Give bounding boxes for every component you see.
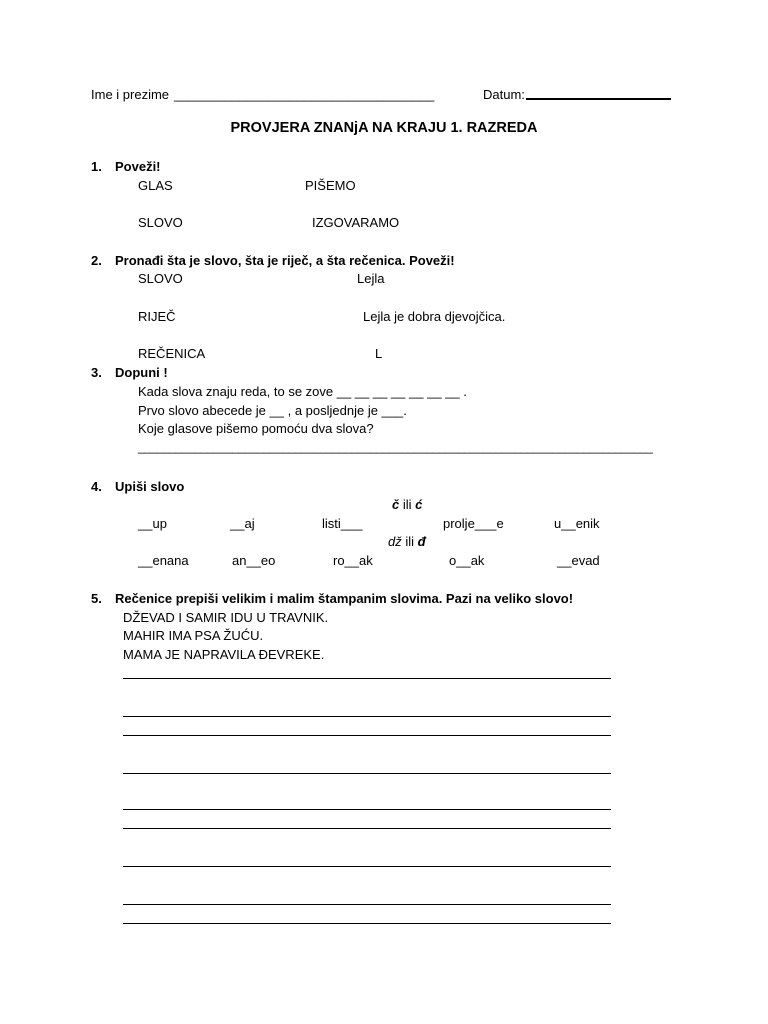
q1-left-item[interactable]: SLOVO [138,215,183,230]
date-label: Datum: [483,87,525,102]
q2-left-item[interactable]: RIJEČ [138,309,176,324]
name-label: Ime i prezime [91,87,170,102]
q5-sentence: MAMA JE NAPRAVILA ĐEVREKE. [123,647,325,662]
q2-right-item[interactable]: L [375,346,383,361]
q1-right-item[interactable]: IZGOVARAMO [312,215,400,230]
writing-line[interactable] [123,735,611,736]
q5-prompt: Rečenice prepiši velikim i malim štampanim slovima. Pazi na veliko slovo! [115,591,574,606]
q4-blank-word[interactable]: o__ak [449,553,485,568]
q3-prompt: Dopuni ! [115,365,168,380]
q4-group2-label: dž ili đ [388,534,426,549]
writing-line[interactable] [123,678,611,679]
q1-left-item[interactable]: GLAS [138,178,173,193]
q3-answer-line[interactable]: __________________________________________________________________________________ [138,440,653,454]
q4-blank-word[interactable]: listi___ [322,516,363,531]
q5-sentence: MAHIR IMA PSA ŽUĆU. [123,628,264,643]
q4-prompt: Upiši slovo [115,479,185,494]
page-title: PROVJERA ZNANjA NA KRAJU 1. RAZREDA [230,120,538,136]
q3-line[interactable]: Kada slova znaju reda, to se zove __ __ __ __ __ __ __ . [138,384,467,399]
q2-number: 2. [91,253,102,268]
q2-right-item[interactable]: Lejla [357,271,385,286]
q1-number: 1. [91,159,102,174]
q2-prompt: Pronađi šta je slovo, šta je riječ, a šta rečenica. Poveži! [115,253,455,268]
writing-line[interactable] [123,716,611,717]
q4-number: 4. [91,479,102,494]
q3-line: Koje glasove pišemo pomoću dva slova? [138,421,374,436]
q4-blank-word[interactable]: __enana [138,553,189,568]
q4-blank-word[interactable]: __aj [230,516,255,531]
writing-line[interactable] [123,773,611,774]
q4-blank-word[interactable]: u__enik [554,516,600,531]
q4-blank-word[interactable]: __evad [557,553,600,568]
q4-blank-word[interactable]: an__eo [232,553,276,568]
q1-right-item[interactable]: PIŠEMO [305,178,356,193]
q2-left-item[interactable]: REČENICA [138,346,206,361]
q4-blank-word[interactable]: ro__ak [333,553,373,568]
q2-left-item[interactable]: SLOVO [138,271,183,286]
q5-sentence: DŽEVAD I SAMIR IDU U TRAVNIK. [123,610,329,625]
q3-number: 3. [91,365,102,380]
q5-number: 5. [91,591,102,606]
q2-right-item[interactable]: Lejla je dobra djevojčica. [363,309,506,324]
date-blank[interactable] [526,98,671,100]
name-blank[interactable]: ____________________________________ [174,87,435,102]
writing-line[interactable] [123,923,611,924]
writing-line[interactable] [123,904,611,905]
writing-line[interactable] [123,828,611,829]
q1-prompt: Poveži! [115,159,161,174]
q4-group1-label: č ili ć [392,497,423,512]
writing-line[interactable] [123,866,611,867]
q3-line[interactable]: Prvo slovo abecede je __ , a posljednje je ___. [138,403,407,418]
writing-line[interactable] [123,809,611,810]
q4-blank-word[interactable]: prolje___e [443,516,504,531]
q4-blank-word[interactable]: __up [138,516,167,531]
